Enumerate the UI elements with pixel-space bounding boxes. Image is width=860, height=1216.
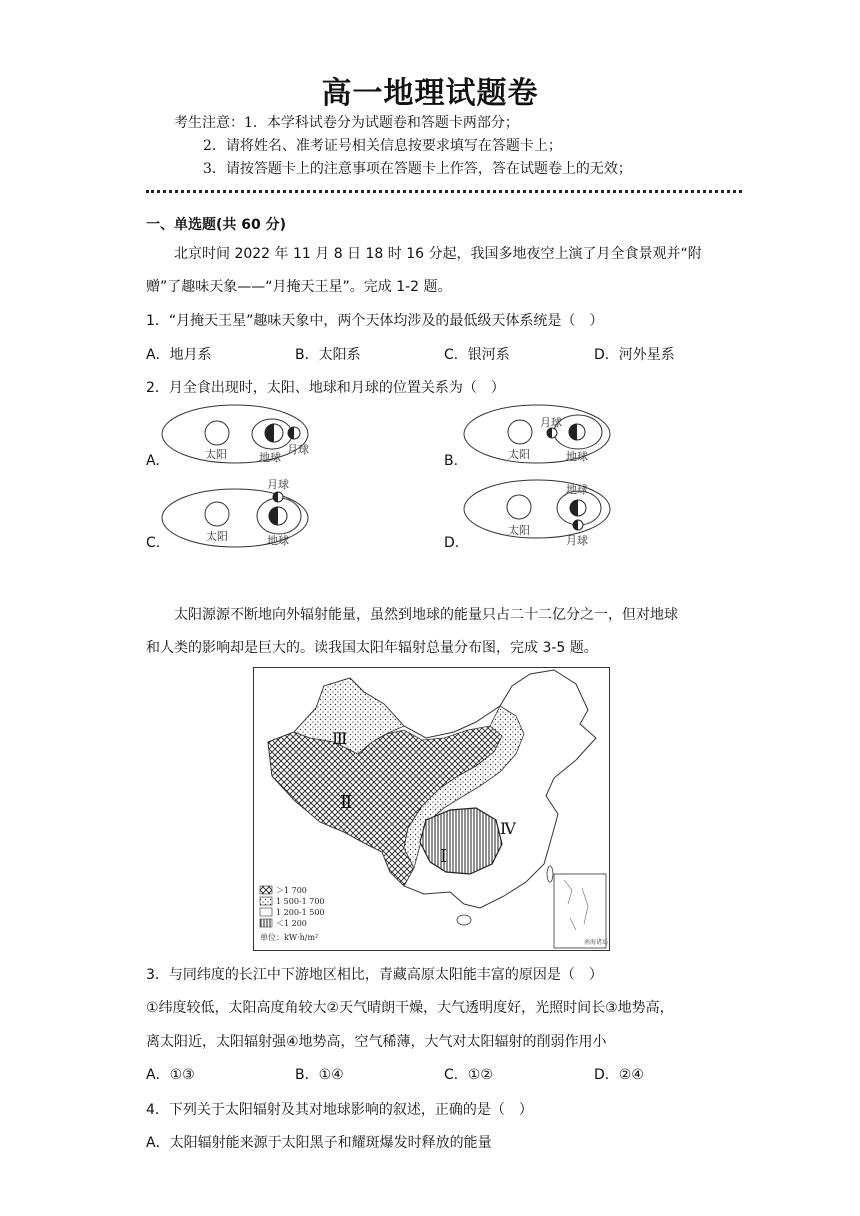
passage-2-line-2: 和人类的影响却是巨大的。读我国太阳年辐射总量分布图，完成 3-5 题。 — [146, 640, 598, 656]
q3-option-b: B．①④ — [295, 1067, 344, 1083]
passage-2-line-1: 太阳源源不断地向外辐射能量，虽然到地球的能量只占二十二亿分之一，但对地球 — [174, 607, 678, 623]
passage-1-line-2: 赠”了趣味天象——“月掩天王星”。完成 1-2 题。 — [146, 279, 452, 295]
q3-option-d: D．②④ — [594, 1067, 644, 1083]
q1-option-d: D．河外星系 — [594, 347, 675, 363]
q1-option-c: C．银河系 — [444, 347, 510, 363]
q3-body-line-1: ①纬度较低，太阳高度角较大②天气晴朗干燥，大气透明度好，光照时间长③地势高， — [146, 1000, 674, 1016]
legend-unit: 单位：kW·h/m² — [260, 933, 319, 942]
q2-figure-c — [160, 476, 320, 552]
section-heading: 一、单选题(共 60 分) — [146, 217, 287, 233]
q2-option-a-letter: A. — [146, 453, 160, 469]
inset-label: 南海诸岛 — [584, 939, 609, 946]
legend-2: 1 500-1 700 — [276, 897, 325, 906]
q4-stem: 4．下列关于太阳辐射及其对地球影响的叙述，正确的是（ ） — [146, 1102, 533, 1118]
earth-label: 地球 — [566, 450, 588, 463]
region-label-i: Ⅰ — [440, 846, 448, 867]
q3-body-line-2: 离太阳近，太阳辐射强④地势高，空气稀薄，大气对太阳辐射的削弱作用小 — [146, 1034, 607, 1050]
q1-option-b: B．太阳系 — [295, 347, 361, 363]
q4-option-a: A．太阳辐射能来源于太阳黑子和耀斑爆发时释放的能量 — [146, 1135, 492, 1151]
region-label-iv: Ⅳ — [500, 819, 516, 838]
page-title: 高一地理试题卷 — [321, 76, 539, 111]
q3-option-a: A．①③ — [146, 1067, 195, 1083]
solar-radiation-map — [253, 667, 610, 951]
notice-line-3: 3．请按答题卡上的注意事项在答题卡上作答，答在试题卷上的无效； — [203, 161, 632, 177]
passage-1-line-1: 北京时间 2022 年 11 月 8 日 18 时 16 分起，我国多地夜空上演了月全食景观并“附 — [174, 246, 702, 262]
sun-label: 太阳 — [205, 448, 227, 461]
q2-option-c-letter: C. — [146, 535, 161, 551]
q2-option-b-letter: B. — [444, 453, 459, 469]
legend-4: ＜1 200 — [276, 919, 307, 928]
moon-label: 月球 — [267, 478, 289, 491]
earth-label: 地球 — [566, 483, 588, 496]
dotted-divider — [146, 190, 742, 193]
q1-stem: 1．“月掩天王星”趣味天象中，两个天体均涉及的最低级天体系统是（ ） — [146, 313, 604, 329]
q2-figure-a — [160, 402, 320, 470]
notice-line-2: 2．请将姓名、准考证号相关信息按要求填写在答题卡上； — [203, 138, 562, 154]
legend-1: ＞1 700 — [276, 886, 307, 895]
q2-figure-b — [462, 400, 622, 468]
south-sea-inset — [554, 874, 609, 948]
sun-label: 太阳 — [206, 530, 228, 543]
region-label-iii: Ⅲ — [332, 729, 348, 748]
earth-label: 地球 — [267, 534, 289, 547]
q2-option-d-letter: D. — [444, 535, 460, 551]
moon-label: 月球 — [540, 416, 562, 429]
region-i — [420, 808, 502, 874]
notice-line-1: 考生注意：1．本学科试卷分为试题卷和答题卡两部分； — [174, 115, 519, 131]
moon-label: 月球 — [287, 443, 309, 456]
sun-label: 太阳 — [508, 524, 530, 537]
q2-stem: 2．月全食出现时，太阳、地球和月球的位置关系为（ ） — [146, 380, 505, 396]
legend-3: 1 200-1 500 — [276, 908, 325, 917]
q2-figure-d — [462, 478, 622, 550]
q3-option-c: C．①② — [444, 1067, 493, 1083]
region-label-ii: Ⅱ — [340, 792, 353, 813]
moon-label: 月球 — [566, 534, 588, 547]
sun-label: 太阳 — [508, 448, 530, 461]
q1-option-a: A．地月系 — [146, 347, 212, 363]
earth-label: 地球 — [259, 451, 281, 464]
q3-stem: 3．与同纬度的长江中下游地区相比，青藏高原太阳能丰富的原因是（ ） — [146, 967, 603, 983]
